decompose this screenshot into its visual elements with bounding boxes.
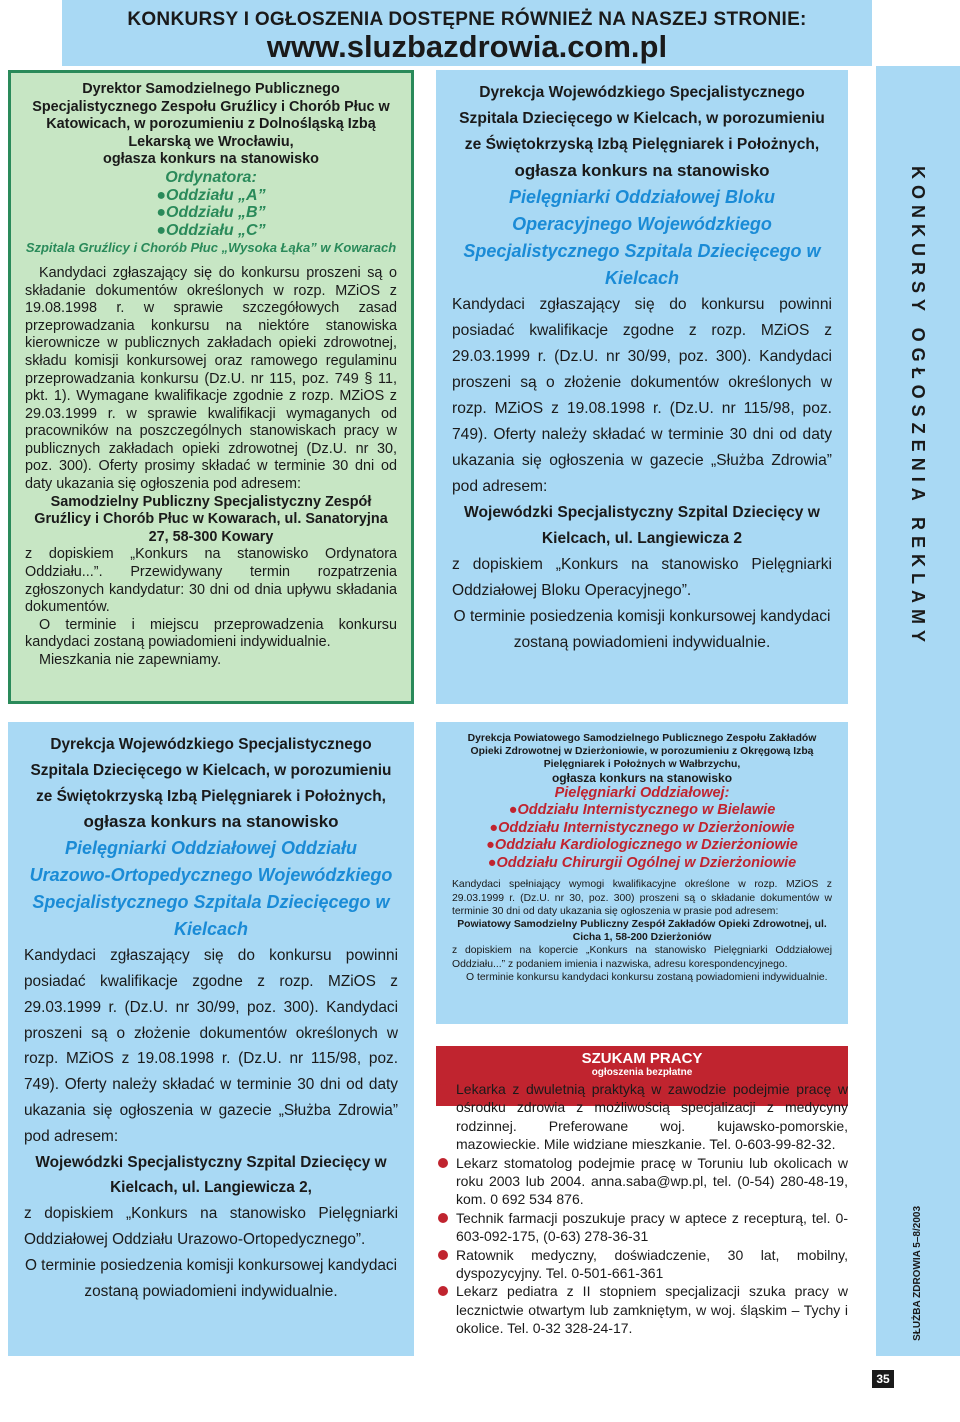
ad2-note: z dopiskiem „Konkurs na stanowisko Pielęgniarki Oddziałowej Bloku Operacyjnego”. xyxy=(452,556,832,599)
ad1-item: ● Oddziału „B” xyxy=(25,204,397,222)
ad1-housing: Mieszkania nie zapewniamy. xyxy=(39,652,222,668)
ad3-note: z dopiskiem „Konkurs na stanowisko Pielęgniarki Oddziałowej Oddziału Urazowo-Ortopedycznego”. xyxy=(24,1205,398,1248)
ad4-item: ● Oddziału Kardiologicznego w Dzierżoniowie xyxy=(452,837,832,855)
ad3-address: Wojewódzki Specjalistyczny Szpital Dziecięcy w Kielcach, ul. Langiewicza 2, xyxy=(35,1153,387,1197)
ad3-body: Kandydaci zgłaszający się do konkursu powinni posiadać kwalifikacje zgodne z rozp. MZiOS z 29.03.1999 r. (Dz.U. nr 30/99, poz. 300). Kandydaci proszeni są o złożenie dokumentów określonych w rozp. MZiOS z 19.08.1998 r. (Dz.U. nr 115/98, poz. 749). Oferty należy składać w terminie 30 dni od daty ukazania się ogłoszenia w gazecie „Służba Zdrowia” pod adresem: xyxy=(24,947,398,1145)
journal-issue: SŁUŻBA ZDROWIA 5–8/2003 xyxy=(912,1206,923,1341)
ad2-heading: Pielęgniarki Oddziałowej Bloku Operacyjnego Wojewódzkiego Specjalistycznego Szpitala Dziecięcego w Kielcach xyxy=(463,187,821,288)
ad1-hospital: Szpitala Gruźlicy i Chorób Płuc „Wysoka Łąka” w Kowarach xyxy=(25,240,397,256)
job-seeker-item: Lekarka z dwuletnią praktyką w zawodzie podejmie pracę w ośrodku zdrowia z możliwością specjalizacji z medycyny rodzinnej. Preferowane woj. kujawsko-pomorskie, mazowieckie. Mile widziane mieszkanie. Tel. 0-603-99-82-32. xyxy=(436,1080,848,1154)
ad3-announce: ogłasza konkurs na stanowisko xyxy=(83,812,339,832)
ad-blok-operacyjny-kielce xyxy=(436,70,848,704)
ad1-notice: O terminie i miejscu przeprowadzenia konkursu kandydaci zostaną powiadomieni indywidualnie. xyxy=(25,616,397,651)
section-sidebar xyxy=(876,66,960,1356)
ad1-announce: ogłasza konkurs na stanowisko xyxy=(103,151,319,168)
ad-urazowo-ortopedyczny-kielce xyxy=(8,722,414,1356)
ad3-intro: Dyrekcja Wojewódzkiego Specjalistycznego Szpitala Dziecięcego w Kielcach, w porozumieniu ze Świętokrzyską Izbą Pielęgniarek i Położnych, xyxy=(30,736,392,805)
ad2-body: Kandydaci zgłaszający się do konkursu powinni posiadać kwalifikacje zgodne z rozp. MZiOS z 29.03.1999 r. (Dz.U. nr 30/99, poz. 300). Kandydaci proszeni są o złożenie dokumentów określonych w rozp. MZiOS z 19.08.1998 r. (Dz.U. nr 115/98, poz. 749). Oferty należy składać w terminie 30 dni od daty ukazania się ogłoszenia w gazecie „Służba Zdrowia” pod adresem: xyxy=(452,296,832,495)
ad3-notice: O terminie posiedzenia komisji konkursowej kandydaci zostaną powiadomieni indywidualnie. xyxy=(24,1256,398,1300)
ad2-announce: ogłasza konkurs na stanowisko xyxy=(514,161,770,180)
ad1-item: ● Oddziału „C” xyxy=(25,222,397,240)
ad4-address: Powiatowy Samodzielny Publiczny Zespół Zakładów Opieki Zdrowotnej, ul. Cicha 1, 58-200 Dzierżoniów xyxy=(457,918,827,944)
ad1-intro: Dyrektor Samodzielnego Publicznego Specjalistycznego Zespołu Gruźlicy i Chorób Płuc w Katowicach, w porozumieniu z Dolnośląską Izbą Lekarską we Wrocławiu, xyxy=(32,81,390,150)
ad2-intro: Dyrekcja Wojewódzkiego Specjalistycznego Szpitala Dziecięcego w Kielcach, w porozumieniu ze Świętokrzyską Izbą Pielęgniarek i Położnych, xyxy=(459,84,825,153)
ad4-body: Kandydaci spełniający wymogi kwalifikacyjne określone w rozp. MZiOS z 29.03.1999 r. (Dz.U. nr 30, poz. 300) proszeni są o składanie dokumentów w terminie 30 dni od daty ukazania się ogłoszenia w prasie pod adresem: xyxy=(452,879,832,917)
job-seekers-list xyxy=(436,1080,848,1338)
website-link[interactable]: www.sluzbazdrowia.com.pl xyxy=(266,29,668,64)
job-seekers-title: SZUKAM PRACY xyxy=(581,1050,703,1067)
ad1-heading: Ordynatora: xyxy=(165,168,257,186)
ad4-item: ● Oddziału Internistycznego w Dzierżoniowie xyxy=(452,820,832,838)
ad2-address: Wojewódzki Specjalistyczny Szpital Dziecięcy w Kielcach, ul. Langiewicza 2 xyxy=(464,504,820,547)
job-seeker-item: Lekarz pediatra z II stopniem specjalizacji szuka pracy w lecznictwie otwartym lub zamkniętym, w woj. śląskim – Tychy i okolice. Tel. 0-32 328-24-17. xyxy=(436,1282,848,1337)
ad4-item: ● Oddziału Chirurgii Ogólnej w Dzierżoniowie xyxy=(452,855,832,873)
job-seeker-item: Technik farmacji poszukuje pracy w aptece z recepturą, tel. 0-603-092-175, (0-63) 278-36-31 xyxy=(436,1209,848,1246)
ad3-heading: Pielęgniarki Oddziałowej Oddziału Urazowo-Ortopedycznego Wojewódzkiego Specjalistycznego Szpitala Dziecięcego w Kielcach xyxy=(29,838,393,940)
ad1-item: ● Oddziału „A” xyxy=(25,187,397,205)
top-banner xyxy=(62,0,872,66)
ad4-item: ● Oddziału Internistycznego w Bielawie xyxy=(452,802,832,820)
job-seeker-item: Lekarz stomatolog podejmie pracę w Toruniu lub okolicach w roku 2003 lub 2004. anna.saba@wp.pl, tel. (0-54) 280-48-19, kom. 0 692 534 876. xyxy=(436,1154,848,1209)
ad1-note: z dopiskiem „Konkurs na stanowisko Ordynatora Oddziału...”. Przewidywany termin rozpatrzenia zgłoszonych kandydatur: 30 dni od dnia upływu składania dokumentów. xyxy=(25,546,397,616)
ad1-body: Kandydaci zgłaszający się do konkursu proszeni są o składanie dokumentów określonych w rozp. MZiOS z 19.08.1998 r. w sprawie szczegółowych zasad przeprowadzania konkursu na niektóre stanowiska kierownicze w publicznych zakładach opieki zdrowotnej, składu komisji konkursowej oraz ramowego regulaminu przeprowadzania konkursu (Dz.U. nr 115, poz. 749 § 11, pkt. 1). Wymagane kwalifikacje zgodnie z rozp. MZiOS z 29.03.1999 r. w sprawie kwalifikacji wymaganych od pracowników na poszczególnych stanowiskach pracy w publicznych zakładach opieki zdrowotnej (Dz.U. nr 30, poz. 300). Oferty prosimy składać w terminie 30 dni od daty ukazania się ogłoszenia pod adresem: xyxy=(25,264,397,493)
section-label: KONKURSY OGŁOSZENIA REKLAMY xyxy=(908,166,928,649)
page-number: 35 xyxy=(872,1370,894,1388)
ad-ordynator-kowary xyxy=(8,70,414,704)
banner-heading: KONKURSY I OGŁOSZENIA DOSTĘPNE RÓWNIEŻ NA NASZEJ STRONIE: xyxy=(127,9,807,30)
job-seekers-subtitle: ogłoszenia bezpłatne xyxy=(591,1067,693,1078)
ad-dzierzoniow xyxy=(436,722,848,1024)
ad4-note: z dopiskiem na kopercie „Konkurs na stanowisko Pielęgniarki Oddziałowej Oddziału...” z podaniem imienia i nazwiska, adresu korespondencyjnego. xyxy=(452,945,832,970)
ad2-notice: O terminie posiedzenia komisji konkursowej kandydaci zostaną powiadomieni indywidualnie. xyxy=(453,608,831,651)
ad4-intro: Dyrekcja Powiatowego Samodzielnego Publicznego Zespołu Zakładów Opieki Zdrowotnej w Dzierżoniowie, w porozumieniu z Okręgową Izbą Pielęgniarek i Położnych w Wałbrzychu, xyxy=(467,733,817,771)
ad4-heading: Pielęgniarki Oddziałowej: xyxy=(554,784,730,801)
ad4-announce: ogłasza konkurs na stanowisko xyxy=(551,770,733,785)
job-seeker-item: Ratownik medyczny, doświadczenie, 30 lat, mobilny, dyspozycyjny. Tel. 0-501-661-361 xyxy=(436,1246,848,1283)
ad1-address: Samodzielny Publiczny Specjalistyczny Zespół Gruźlicy i Chorób Płuc w Kowarach, ul. Sanatoryjna 27, 58-300 Kowary xyxy=(34,493,388,545)
ad4-notice: O terminie konkursu kandydaci konkursu zostaną powiadomieni indywidualnie. xyxy=(466,971,828,983)
